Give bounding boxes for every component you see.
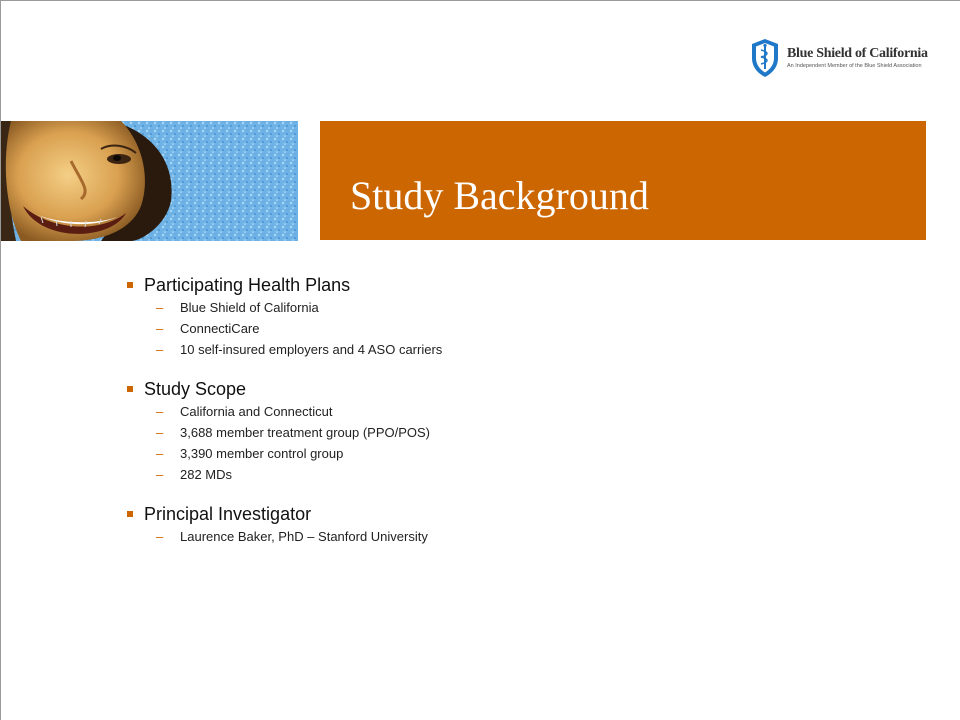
sub-bullet xyxy=(127,526,847,547)
sub-bullet-text: 3,688 member treatment group (PPO/POS) xyxy=(180,425,430,440)
dash-icon: – xyxy=(156,425,164,440)
sub-bullet xyxy=(127,422,847,443)
sub-bullet-text: 282 MDs xyxy=(180,467,233,482)
sub-bullet-text: ConnectiCare xyxy=(180,321,260,336)
bullet xyxy=(127,273,847,297)
slide-content xyxy=(127,273,847,564)
logo-tagline: An Independent Member of the Blue Shield Association xyxy=(787,63,922,69)
bullet-heading: Study Scope xyxy=(144,378,247,399)
dash-icon: – xyxy=(156,446,164,461)
sub-bullet xyxy=(127,318,847,339)
sub-bullet xyxy=(127,401,847,422)
hero-photo xyxy=(1,121,298,241)
section-study-scope xyxy=(127,377,847,485)
sub-bullet-text: 3,390 member control group xyxy=(180,446,344,461)
dash-icon: – xyxy=(156,404,164,419)
dash-icon: – xyxy=(156,321,164,336)
sub-bullet xyxy=(127,443,847,464)
bullet-square-icon xyxy=(127,282,133,288)
sub-bullet-text: Blue Shield of California xyxy=(180,300,319,315)
slide-title: Study Background xyxy=(350,173,649,218)
dash-icon: – xyxy=(156,529,164,544)
dash-icon: – xyxy=(156,300,164,315)
sub-bullet-text: 10 self-insured employers and 4 ASO carriers xyxy=(180,342,443,357)
bullet-square-icon xyxy=(127,386,133,392)
sub-bullet-text: Laurence Baker, PhD – Stanford University xyxy=(180,529,428,544)
sub-bullet-text: California and Connecticut xyxy=(180,404,333,419)
bullet-square-icon xyxy=(127,511,133,517)
shield-logo-icon xyxy=(751,38,779,78)
bullet-heading: Participating Health Plans xyxy=(144,274,351,295)
logo-name: Blue Shield of California xyxy=(787,46,928,61)
bullet-heading: Principal Investigator xyxy=(144,503,312,524)
title-band xyxy=(320,121,926,240)
company-logo xyxy=(751,37,931,79)
section-participating-health-plans xyxy=(127,273,847,360)
bullet xyxy=(127,377,847,401)
bullet xyxy=(127,502,847,526)
dash-icon: – xyxy=(156,467,164,482)
sub-bullet xyxy=(127,297,847,318)
section-principal-investigator xyxy=(127,502,847,547)
sub-bullet xyxy=(127,339,847,360)
dash-icon: – xyxy=(156,342,164,357)
sub-bullet xyxy=(127,464,847,485)
